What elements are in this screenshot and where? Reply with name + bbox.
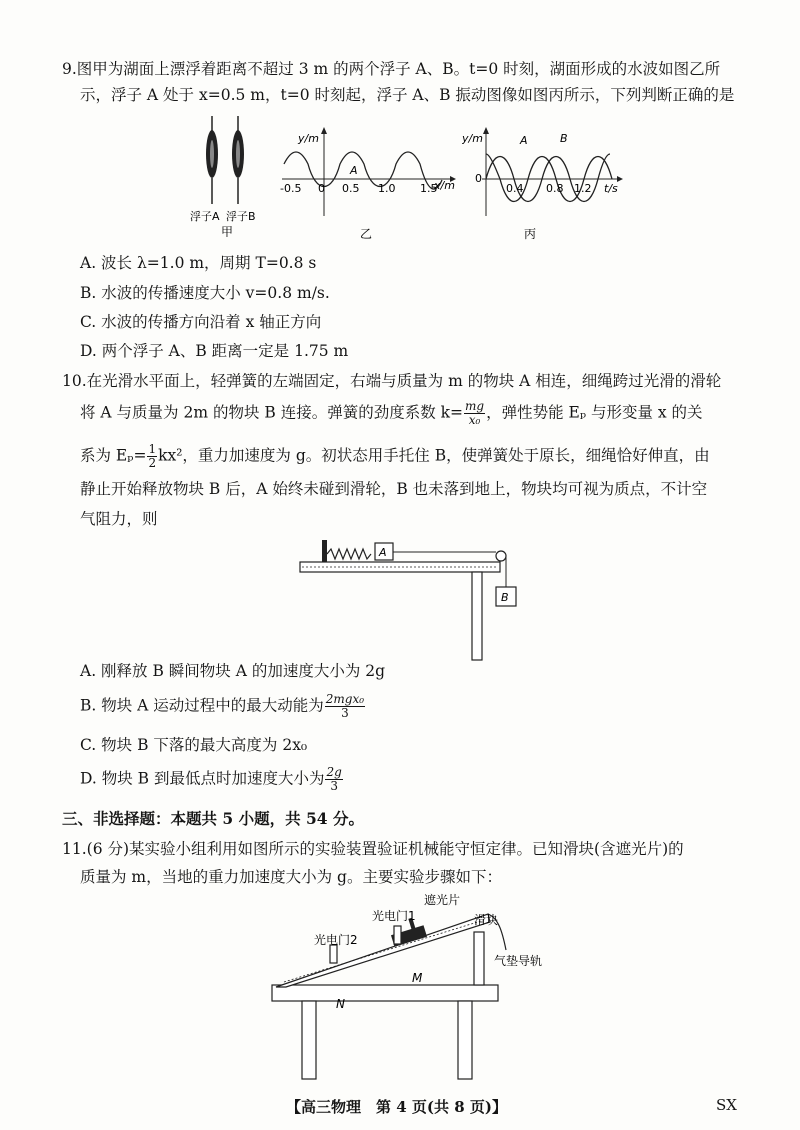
gate1-label: 光电门1 xyxy=(372,909,416,923)
float-a-label: 浮子A xyxy=(190,210,220,223)
yi-tick-0: 0 xyxy=(318,182,325,195)
q10-stem-line1: 10.在光滑水平面上，轻弹簧的左端固定，右端与质量为 m 的物块 A 相连，细绳跨过光滑的滑轮 xyxy=(62,372,722,390)
q10-stem-line2: 将 A 与质量为 2m 的物块 B 连接。弹簧的劲度系数 k= $\frac{mg}{\text{x₀}}$ ，弹性势能 Eₚ 与形变量 x 的关 xyxy=(80,399,703,427)
bing-ylabel: y/m xyxy=(462,132,483,145)
q11-stem-line2: 质量为 m，当地的重力加速度大小为 g。主要实验步骤如下： xyxy=(80,868,502,886)
shade-label: 遮光片 xyxy=(424,893,461,907)
air-track xyxy=(276,914,490,987)
q10-stem-line3: 系为 Eₚ= $\frac{1}{2}$ kx²，重力加速度为 g。初状态用手托住 B，使弹簧处于原长，细绳恰好伸直，由 xyxy=(80,442,710,470)
block-a-label: A xyxy=(379,546,387,559)
q11-stem-line1: 11.(6 分)某实验小组利用如图所示的实验装置验证机械能守恒定律。已知滑块(含遮光片)的 xyxy=(62,840,684,858)
bing-tick-08: 0.8 xyxy=(546,182,564,195)
table-top xyxy=(272,985,498,1001)
yi-ylabel: y/m xyxy=(298,132,319,145)
q9-figure-yi xyxy=(272,124,462,244)
bing-xlabel: t/s xyxy=(604,182,618,195)
yi-tick-10: 1.0 xyxy=(378,182,396,195)
q9-option-d: D. 两个浮子 A、B 距离一定是 1.75 m xyxy=(80,342,349,360)
q9-stem-line2: 示，浮子 A 处于 x=0.5 m，t=0 时刻起，浮子 A、B 振动图像如图丙所示，下列判断正确的是 xyxy=(80,86,735,104)
q10-option-b: B. 物块 A 运动过程中的最大动能为 $\frac{\text{2mgx₀}}{3}$ xyxy=(80,692,365,720)
block-b-label: B xyxy=(501,591,509,604)
bing-label-b: B xyxy=(560,132,568,145)
opt-d-fraction: $\frac{2g}{3}$ xyxy=(326,765,342,793)
gate2-shape xyxy=(330,945,337,963)
q9-option-b: B. 水波的传播速度大小 v=0.8 m/s. xyxy=(80,284,330,302)
q10-option-a: A. 刚释放 B 瞬间物块 A 的加速度大小为 2g xyxy=(80,662,386,680)
yi-xlabel: x/m xyxy=(434,179,455,192)
yi-point-a: A xyxy=(350,164,358,177)
q10-figure xyxy=(296,532,526,662)
figure-yi-caption: 乙 xyxy=(360,227,373,241)
footer-code: SX xyxy=(716,1096,737,1114)
q9-option-a: A. 波长 λ=1.0 m，周期 T=0.8 s xyxy=(80,254,317,272)
footer-page-info: 【高三物理 第 4 页(共 8 页)】 xyxy=(286,1098,507,1116)
gate1-shape xyxy=(394,926,401,944)
q9-figure-jia xyxy=(190,112,270,237)
q10-stem-line4: 静止开始释放物块 B 后，A 始终未碰到滑轮，B 也未落到地上，物块均可视为质点，不计空 xyxy=(80,480,708,498)
bing-tick-04: 0.4 xyxy=(506,182,524,195)
table-leg-left xyxy=(302,1001,316,1079)
q10-option-d: D. 物块 B 到最低点时加速度大小为 $\frac{2g}{3}$ xyxy=(80,765,342,793)
point-n-label: N xyxy=(336,997,345,1011)
figure-jia-caption: 甲 xyxy=(221,225,234,237)
slider-label: 滑块 xyxy=(474,913,499,927)
wave-curve xyxy=(284,152,442,189)
spring-shape xyxy=(327,549,371,559)
q10-stem-line5: 气阻力，则 xyxy=(80,510,158,528)
table-leg xyxy=(472,572,482,660)
ep-fraction: $\frac{1}{2}$ xyxy=(148,442,157,470)
support-post xyxy=(474,932,484,985)
k-fraction: $\frac{mg}{\text{x₀}}$ xyxy=(465,399,485,427)
table-leg-right xyxy=(458,1001,472,1079)
q9-figure-bing xyxy=(462,124,637,244)
yi-tick-15: 1.5 xyxy=(420,182,438,195)
bing-label-a: A xyxy=(520,134,528,147)
pulley-shape xyxy=(496,551,506,561)
q9-option-c: C. 水波的传播方向沿着 x 轴正方向 xyxy=(80,313,322,331)
bing-tick-0: 0 xyxy=(475,172,482,185)
point-m-label: M xyxy=(412,971,423,985)
figure-bing-caption: 丙 xyxy=(524,227,537,241)
gate2-label: 光电门2 xyxy=(314,933,358,947)
track-label: 气垫导轨 xyxy=(494,954,543,968)
q11-figure xyxy=(262,890,572,1086)
yi-tick-05: 0.5 xyxy=(342,182,360,195)
q9-stem-line1: 9.图甲为湖面上漂浮着距离不超过 3 m 的两个浮子 A、B。t=0 时刻，湖面形成的水波如图乙所 xyxy=(62,60,721,78)
section-3-heading: 三、非选择题：本题共 5 小题，共 54 分。 xyxy=(62,809,364,828)
bing-tick-12: 1.2 xyxy=(574,182,592,195)
opt-b-fraction: $\frac{\text{2mgx₀}}{3}$ xyxy=(325,692,365,720)
float-b-label: 浮子B xyxy=(226,210,256,223)
yi-tick-neg05: -0.5 xyxy=(280,182,302,195)
q10-option-c: C. 物块 B 下落的最大高度为 2x₀ xyxy=(80,736,308,754)
